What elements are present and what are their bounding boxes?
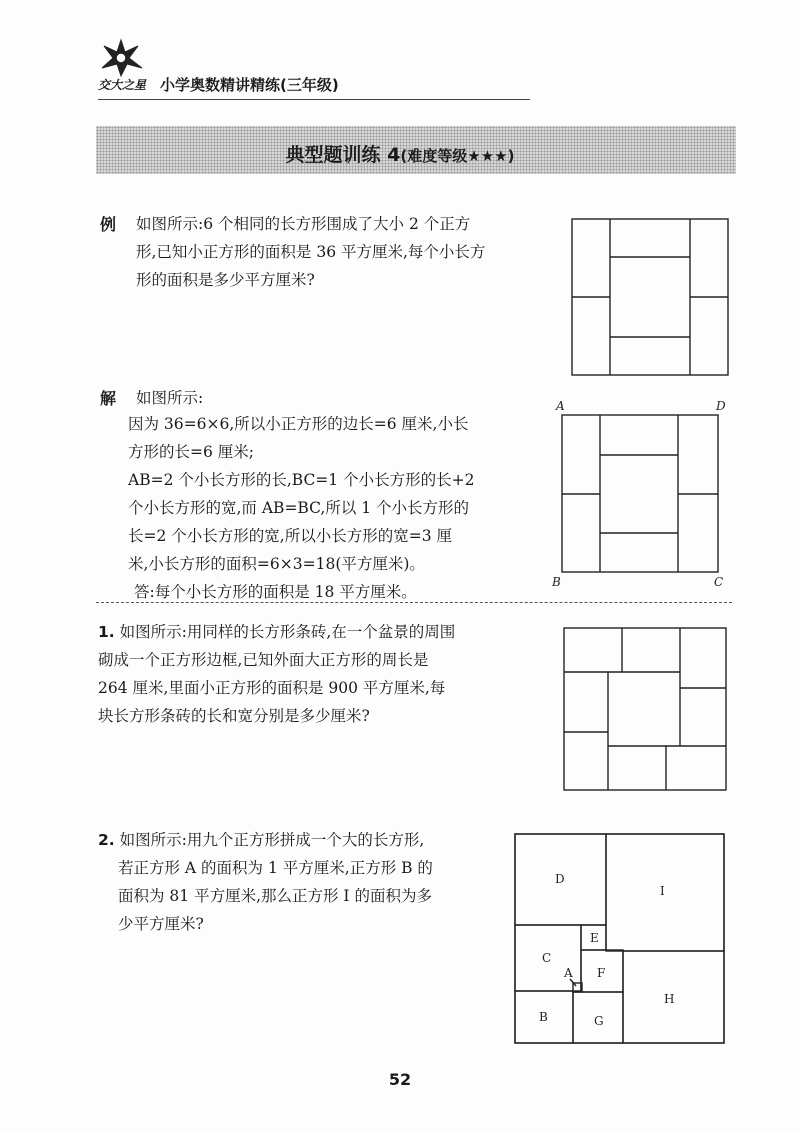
problem-1-line: 如图所示:用同样的长方形条砖,在一个盆景的周围 bbox=[119, 623, 456, 641]
solution-line: 长=2 个小长方形的宽,所以小长方形的宽=3 厘 bbox=[128, 527, 452, 545]
corner-label-c: C bbox=[714, 575, 724, 589]
solution-label: 解 bbox=[100, 389, 117, 408]
label-c: C bbox=[542, 951, 552, 965]
label-e: E bbox=[590, 931, 599, 945]
label-a: A bbox=[564, 966, 573, 980]
solution-line: 个小长方形的宽,而 AB=BC,所以 1 个小长方形的 bbox=[128, 499, 470, 517]
problem-1-line: 264 厘米,里面小正方形的面积是 900 平方厘米,每 bbox=[98, 679, 446, 697]
label-d: D bbox=[555, 872, 565, 886]
example-text bbox=[136, 210, 556, 294]
solution-figure bbox=[552, 398, 736, 590]
header-divider bbox=[98, 99, 530, 100]
solution-line: 方形的长=6 厘米; bbox=[128, 443, 254, 461]
star-logo-icon bbox=[98, 38, 144, 78]
section-divider bbox=[96, 602, 732, 603]
answer-line: 答:每个小长方形的面积是 18 平方厘米。 bbox=[134, 583, 417, 601]
page-number: 52 bbox=[388, 1070, 412, 1089]
example-label: 例 bbox=[100, 215, 117, 234]
label-f: F bbox=[597, 966, 606, 980]
solution-line: AB=2 个小长方形的长,BC=1 个小长方形的长+2 bbox=[128, 471, 475, 489]
solution-line: 米,小长方形的面积=6×3=18(平方厘米)。 bbox=[128, 555, 425, 573]
problem-1-line: 块长方形条砖的长和宽分别是多少厘米? bbox=[98, 707, 370, 725]
solution-first-line: 如图所示: bbox=[136, 389, 204, 407]
problem-1-line: 砌成一个正方形边框,已知外面大正方形的周长是 bbox=[98, 651, 429, 669]
example-line: 形,已知小正方形的面积是 36 平方厘米,每个小长方 bbox=[136, 243, 486, 261]
problem-2-line: 如图所示:用九个正方形拼成一个大的长方形, bbox=[119, 831, 425, 849]
problem-2-line: 少平方厘米? bbox=[118, 915, 204, 933]
label-b: B bbox=[539, 1010, 548, 1024]
problem-2-figure bbox=[514, 833, 726, 1045]
problem-2-line: 面积为 81 平方厘米,那么正方形 I 的面积为多 bbox=[118, 887, 432, 905]
example-figure bbox=[571, 218, 731, 378]
solution-line: 因为 36=6×6,所以小正方形的边长=6 厘米,小长 bbox=[128, 415, 469, 433]
problem-1 bbox=[98, 618, 558, 730]
difficulty-rating: (难度等级★★★) bbox=[400, 147, 515, 165]
problem-2 bbox=[98, 826, 518, 938]
solution-text bbox=[128, 410, 548, 606]
problem-2-number: 2. bbox=[98, 831, 115, 849]
header-brand: 交大之星 bbox=[98, 78, 147, 92]
label-i: I bbox=[660, 884, 665, 898]
square-i bbox=[606, 834, 724, 951]
problem-1-figure bbox=[563, 627, 729, 791]
corner-label-b: B bbox=[552, 575, 561, 589]
example-line: 如图所示:6 个相同的长方形围成了大小 2 个正方 bbox=[136, 215, 471, 233]
outer-square bbox=[564, 628, 726, 790]
corner-label-a: A bbox=[556, 399, 565, 413]
problem-2-line: 若正方形 A 的面积为 1 平方厘米,正方形 B 的 bbox=[118, 859, 433, 877]
section-title bbox=[0, 140, 800, 167]
problem-1-number: 1. bbox=[98, 623, 115, 641]
label-h: H bbox=[664, 992, 675, 1006]
example-line: 形的面积是多少平方厘米? bbox=[136, 271, 315, 289]
section-title-text: 典型题训练 4 bbox=[285, 144, 401, 166]
corner-label-d: D bbox=[716, 399, 726, 413]
header-title: 小学奥数精讲精练(三年级) bbox=[160, 76, 339, 94]
label-g: G bbox=[594, 1014, 604, 1028]
